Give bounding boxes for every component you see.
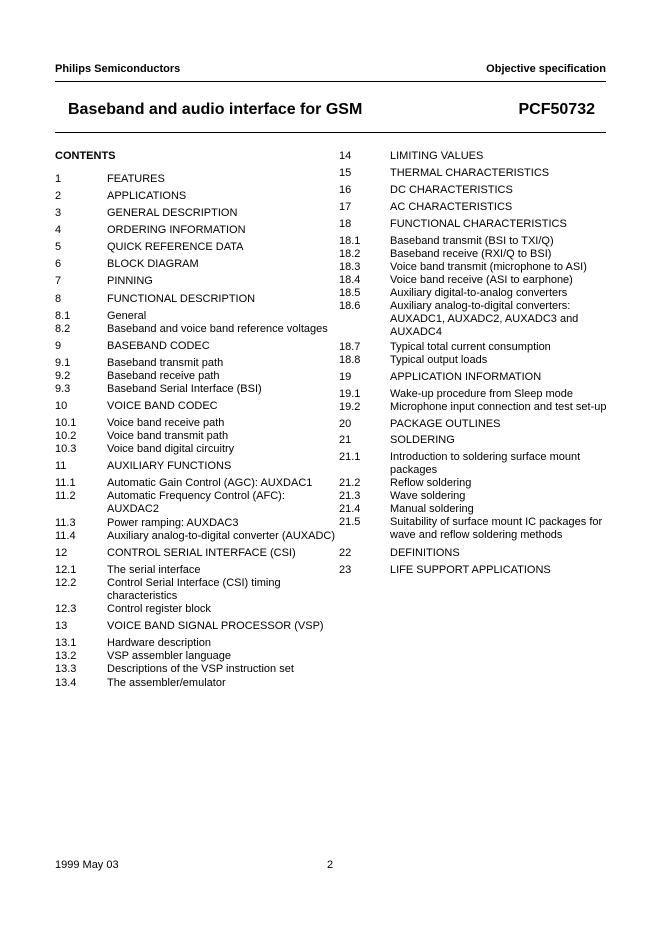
toc-entry-number: 11.2	[55, 490, 76, 502]
toc-entry-title: The assembler/emulator	[107, 677, 226, 689]
header-rule	[55, 81, 606, 82]
toc-entry-title: Microphone input connection and test set-up	[390, 401, 607, 413]
toc-entry-title: Hardware description	[107, 637, 211, 649]
toc-entry-number: 13.1	[55, 637, 77, 649]
toc-entry-title: ORDERING INFORMATION	[107, 224, 246, 236]
toc-entry-title: Wave soldering	[390, 490, 466, 502]
toc-entry-number: 15	[339, 167, 352, 179]
toc-entry-title: packages	[390, 464, 438, 476]
toc-entry-number: 12.3	[55, 603, 77, 615]
toc-entry-title: THERMAL CHARACTERISTICS	[390, 167, 550, 179]
toc-entry-number: 20	[339, 418, 352, 430]
toc-entry-number: 3	[55, 207, 62, 219]
toc-entry-number: 9.2	[55, 370, 71, 382]
toc-entry-title: GENERAL DESCRIPTION	[107, 207, 238, 219]
toc-entry-title: Voice band digital circuitry	[107, 443, 235, 455]
toc-entry-number: 21	[339, 434, 352, 446]
toc-entry-title: General	[107, 310, 147, 322]
toc-entry-number: 19.1	[339, 388, 361, 400]
toc-entry-title: VOICE BAND CODEC	[107, 400, 218, 412]
title-rule	[55, 132, 606, 133]
footer-date: 1999 May 03	[55, 859, 119, 871]
toc-entry-title: AUXDAC2	[107, 503, 159, 515]
toc-entry-title: Baseband transmit (BSI to TXI/Q)	[390, 235, 554, 247]
toc-entry-title: BASEBAND CODEC	[107, 340, 210, 352]
toc-entry-number: 18	[339, 218, 352, 230]
toc-entry-number: 2	[55, 190, 62, 202]
toc-entry-number: 18.3	[339, 261, 361, 273]
toc-entry-title: Wake-up procedure from Sleep mode	[390, 388, 574, 400]
toc-entry-title: characteristics	[107, 590, 178, 602]
toc-entry-number: 10.1	[55, 417, 77, 429]
toc-entry-title: PINNING	[107, 275, 153, 287]
toc-entry-number: 16	[339, 184, 352, 196]
toc-entry-title: Manual soldering	[390, 503, 474, 515]
toc-entry-title: Baseband Serial Interface (BSI)	[107, 383, 262, 395]
toc-entry-title: Automatic Gain Control (AGC): AUXDAC1	[107, 477, 313, 489]
toc-entry-number: 6	[55, 258, 62, 270]
toc-entry-number: 10	[55, 400, 68, 412]
toc-entry-title: Baseband receive path	[107, 370, 220, 382]
toc-entry-title: QUICK REFERENCE DATA	[107, 241, 244, 253]
toc-entry-title: Typical total current consumption	[390, 341, 551, 353]
toc-entry-title: APPLICATIONS	[107, 190, 187, 202]
toc-entry-number: 7	[55, 275, 62, 287]
toc-entry-title: Voice band receive (ASI to earphone)	[390, 274, 573, 286]
toc-entry-title: Baseband and voice band reference voltages	[107, 323, 328, 335]
toc-entry-number: 8.2	[55, 323, 71, 335]
toc-entry-number: 12.2	[55, 577, 77, 589]
toc-entry-number: 5	[55, 241, 62, 253]
toc-entry-title: Voice band transmit (microphone to ASI)	[390, 261, 587, 273]
toc-entry-title: LIFE SUPPORT APPLICATIONS	[390, 564, 551, 576]
toc-entry-title: Control Serial Interface (CSI) timing	[107, 577, 281, 589]
toc-entry-title: LIMITING VALUES	[390, 150, 484, 162]
toc-entry-number: 18.1	[339, 235, 361, 247]
toc-entry-number: 1	[55, 173, 62, 185]
toc-entry-title: FUNCTIONAL CHARACTERISTICS	[390, 218, 567, 230]
toc-entry-title: Introduction to soldering surface mount	[390, 451, 581, 463]
toc-entry-number: 18.4	[339, 274, 361, 286]
toc-entry-title: Power ramping: AUXDAC3	[107, 517, 239, 529]
toc-entry-number: 13.4	[55, 677, 77, 689]
toc-entry-title: Auxiliary digital-to-analog converters	[390, 287, 568, 299]
company-name: Philips Semiconductors	[55, 63, 181, 75]
footer-page-number: 2	[327, 859, 334, 871]
toc-entry-title: APPLICATION INFORMATION	[390, 371, 542, 383]
toc-entry-number: 19.2	[339, 401, 361, 413]
part-number: PCF50732	[518, 101, 595, 118]
toc-entry-title: PACKAGE OUTLINES	[390, 418, 501, 430]
toc-entry-number: 11	[55, 460, 67, 472]
toc-entry-number: 21.4	[339, 503, 361, 515]
toc-entry-number: 17	[339, 201, 352, 213]
toc-entry-title: AUXADC4	[390, 326, 442, 338]
toc-entry-title: Typical output loads	[390, 354, 488, 366]
toc-entry-number: 13.3	[55, 663, 77, 675]
toc-entry-title: DEFINITIONS	[390, 547, 460, 559]
toc-entry-number: 9.1	[55, 357, 71, 369]
toc-entry-title: AC CHARACTERISTICS	[390, 201, 513, 213]
toc-entry-number: 11.3	[55, 517, 76, 529]
toc-entry-number: 11.4	[55, 530, 76, 542]
toc-entry-number: 23	[339, 564, 352, 576]
toc-entry-title: CONTROL SERIAL INTERFACE (CSI)	[107, 547, 296, 559]
toc-entry-number: 9.3	[55, 383, 71, 395]
document-title: Baseband and audio interface for GSM	[68, 101, 363, 118]
toc-entry-number: 21.5	[339, 516, 361, 528]
toc-entry-number: 18.5	[339, 287, 361, 299]
toc-entry-number: 4	[55, 224, 62, 236]
toc-entry-title: Auxiliary analog-to-digital converters:	[390, 300, 571, 312]
toc-entry-number: 18.7	[339, 341, 361, 353]
toc-entry-number: 8	[55, 293, 62, 305]
toc-entry-title: DC CHARACTERISTICS	[390, 184, 513, 196]
toc-entry-title: Automatic Frequency Control (AFC):	[107, 490, 285, 502]
toc-entry-title: Suitability of surface mount IC packages for	[390, 516, 603, 528]
toc-entry-number: 13.2	[55, 650, 77, 662]
toc-entry-title: VOICE BAND SIGNAL PROCESSOR (VSP)	[107, 620, 324, 632]
toc-entry-title: Control register block	[107, 603, 211, 615]
toc-entry-number: 13	[55, 620, 68, 632]
toc-entry-title: FUNCTIONAL DESCRIPTION	[107, 293, 256, 305]
toc-entry-title: Descriptions of the VSP instruction set	[107, 663, 294, 675]
toc-entry-title: Voice band receive path	[107, 417, 225, 429]
toc-entry-number: 10.2	[55, 430, 77, 442]
toc-entry-number: 22	[339, 547, 352, 559]
toc-entry-number: 18.6	[339, 300, 361, 312]
toc-entry-number: 12.1	[55, 564, 77, 576]
toc-entry-title: SOLDERING	[390, 434, 455, 446]
toc-entry-number: 18.8	[339, 354, 361, 366]
toc-entry-title: AUXADC1, AUXADC2, AUXADC3 and	[390, 313, 579, 325]
toc-entry-number: 11.1	[55, 477, 76, 489]
toc-entry-title: AUXILIARY FUNCTIONS	[107, 460, 232, 472]
toc-entry-title: Baseband receive (RXI/Q to BSI)	[390, 248, 552, 260]
toc-entry-number: 21.2	[339, 477, 361, 489]
toc-entry-number: 12	[55, 547, 68, 559]
toc-entry-number: 19	[339, 371, 352, 383]
toc-entry-number: 18.2	[339, 248, 361, 260]
toc-entry-title: Auxiliary analog-to-digital converter (AUXADC)	[107, 530, 336, 542]
toc-entry-number: 14	[339, 150, 352, 162]
toc-entry-title: wave and reflow soldering methods	[390, 529, 563, 541]
toc-entry-title: Reflow soldering	[390, 477, 472, 489]
toc-entry-title: Voice band transmit path	[107, 430, 229, 442]
toc-entry-title: BLOCK DIAGRAM	[107, 258, 199, 270]
toc-entry-title: The serial interface	[107, 564, 201, 576]
spec-type: Objective specification	[486, 63, 606, 75]
toc-entry-title: VSP assembler language	[107, 650, 231, 662]
contents-heading: CONTENTS	[55, 150, 116, 162]
toc-entry-number: 21.3	[339, 490, 361, 502]
toc-entry-number: 10.3	[55, 443, 77, 455]
toc-entry-number: 9	[55, 340, 62, 352]
toc-entry-number: 8.1	[55, 310, 71, 322]
toc-entry-title: Baseband transmit path	[107, 357, 224, 369]
toc-entry-number: 21.1	[339, 451, 361, 463]
toc-entry-title: FEATURES	[107, 173, 165, 185]
